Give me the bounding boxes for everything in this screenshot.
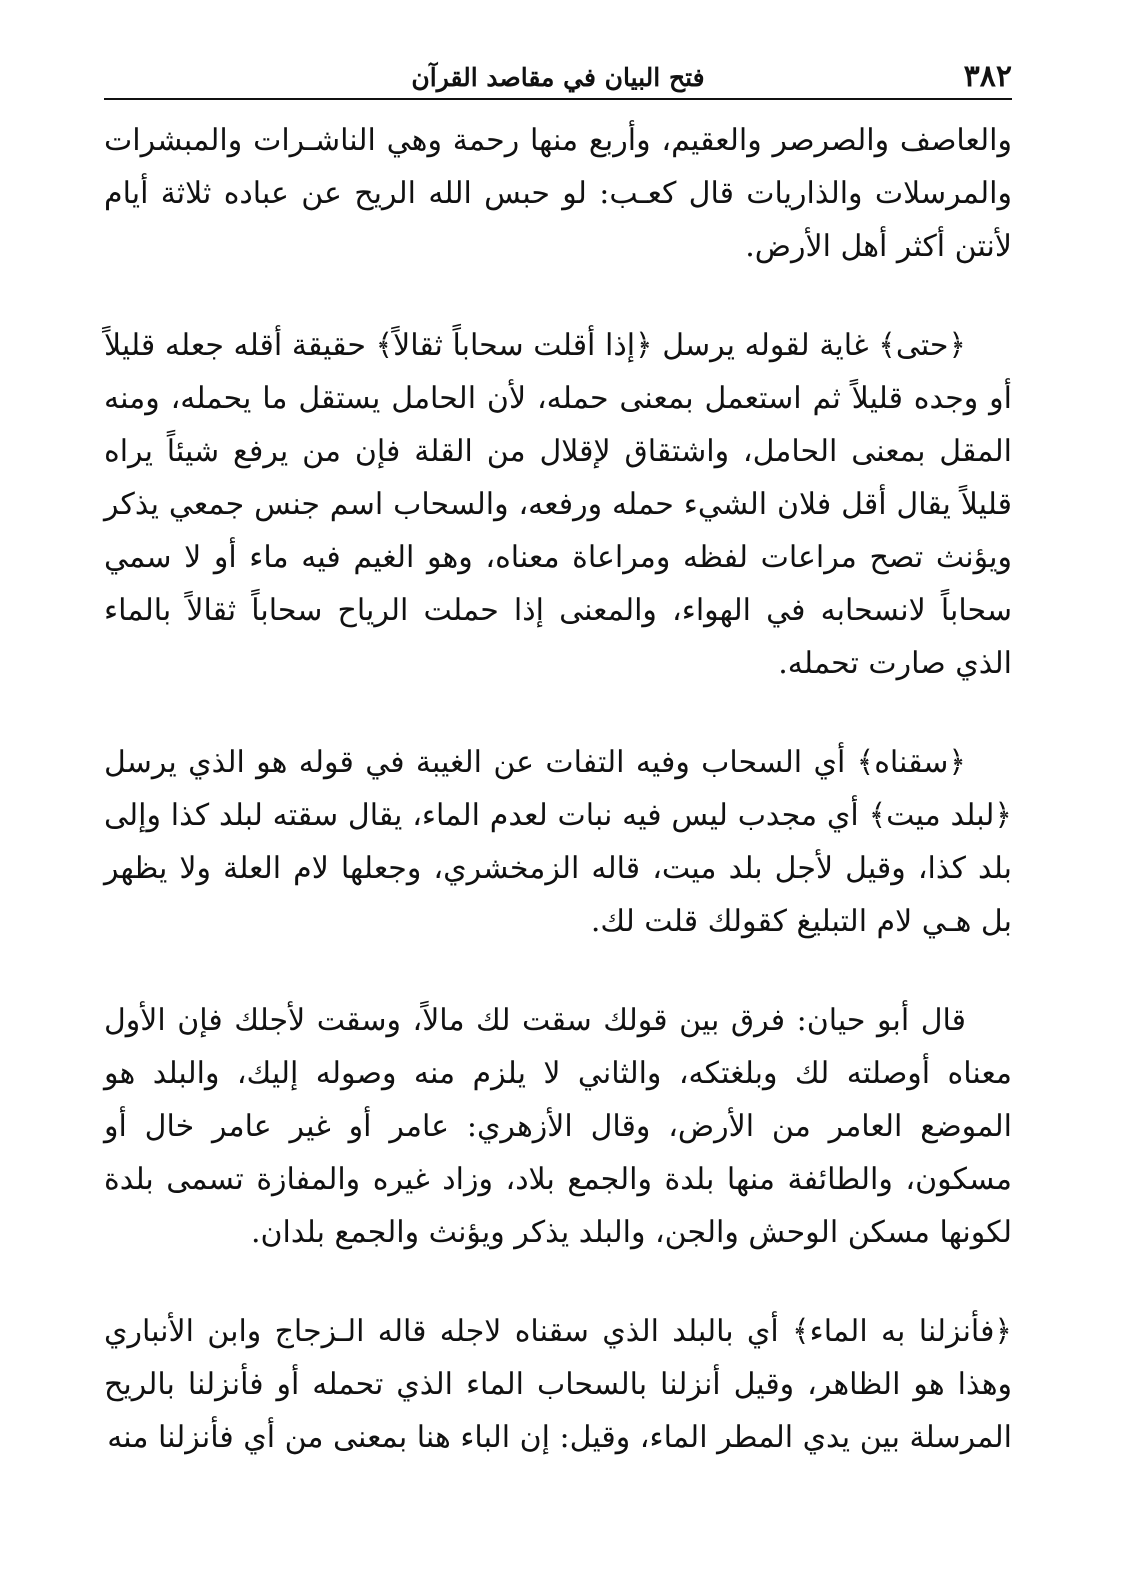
page-body xyxy=(104,100,1012,1464)
page-number: ٣٨٢ xyxy=(963,59,1012,94)
book-page xyxy=(104,58,1012,1548)
page-header xyxy=(104,58,1012,100)
paragraph-2: ﴿حتى﴾ غاية لقوله يرسل ﴿إذا أقلت سحاباً ثقالاً﴾ حقيقة أقله جعله قليلاً أو وجده قليلاً ثم استعمل بمعنى حمله، لأن الحامل يستقل ما يحمله، ومنه المقل بمعنى الحامل، واشتقاق لإقلال من القلة فإن من يرفع شيئاً يراه قليلاً يقال أقل فلان الشيء حمله ورفعه، والسحاب اسم جنس جمعي يذكر ويؤنث تصح مراعات لفظه ومراعاة معناه، وهو الغيم فيه ماء أو لا سمي سحاباً لانسحابه في الهواء، والمعنى إذا حملت الرياح سحاباً ثقالاً بالماء الذي صارت تحمله. xyxy=(104,328,1012,681)
running-title: فتح البيان في مقاصد القرآن xyxy=(411,63,705,92)
paragraph-5: ﴿فأنزلنا به الماء﴾ أي بالبلد الذي سقناه لاجله قاله الـزجاج وابن الأنباري وهذا هو الظاهر، وقيل أنزلنا بالسحاب الماء الذي تحمله أو فأنزلنا بالريح المرسلة بين يدي المطر الماء، وقيل: إن الباء هنا بمعنى من أي فأنزلنا منه xyxy=(104,1314,1012,1455)
paragraph-1: والعاصف والصرصر والعقيم، وأربع منها رحمة وهي الناشـرات والمبشرات والمرسلات والذاريات قال كعـب: لو حبس الله الريح عن عباده ثلاثة أيام لأنتن أكثر أهل الأرض. xyxy=(104,123,1012,264)
paragraph-3: ﴿سقناه﴾ أي السحاب وفيه التفات عن الغيبة في قوله هو الذي يرسل ﴿لبلد ميت﴾ أي مجدب ليس فيه نبات لعدم الماء، يقال سقته لبلد كذا وإلى بلد كذا، وقيل لأجل بلد ميت، قاله الزمخشري، وجعلها لام العلة ولا يظهر بل هـي لام التبليغ كقولك قلت لك. xyxy=(104,745,1012,939)
paragraph-4: قال أبو حيان: فرق بين قولك سقت لك مالاً، وسقت لأجلك فإن الأول معناه أوصلته لك وبلغتكه، والثاني لا يلزم منه وصوله إليك، والبلد هو الموضع العامر من الأرض، وقال الأزهري: عامر أو غير عامر خال أو مسكون، والطائفة منها بلدة والجمع بلاد، وزاد غيره والمفازة تسمى بلدة لكونها مسكن الوحش والجن، والبلد يذكر ويؤنث والجمع بلدان. xyxy=(104,1003,1012,1250)
